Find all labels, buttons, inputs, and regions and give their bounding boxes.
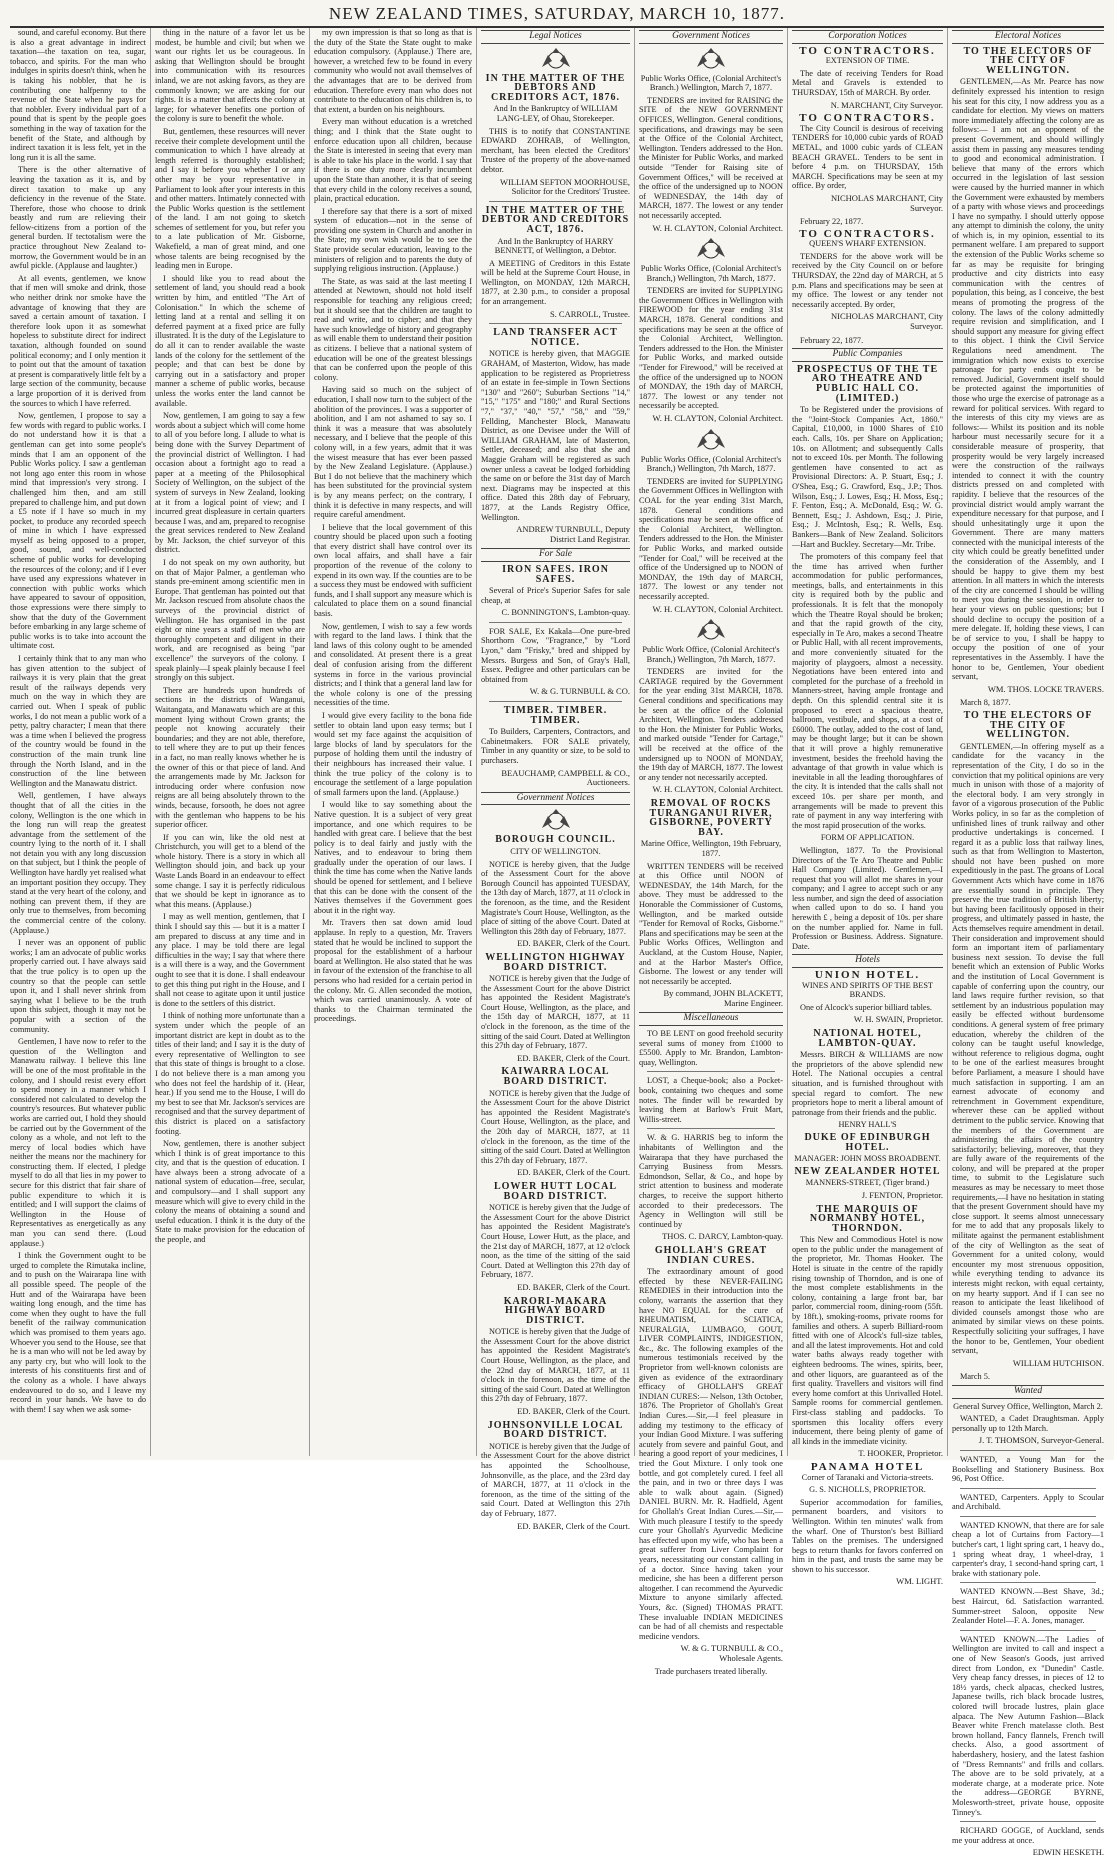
contractors-title: TO CONTRACTORS.: [799, 227, 936, 240]
divider: [489, 201, 622, 202]
wanted-ad: RICHARD GOGGE, of Auckland, sends me your address at once.: [952, 1826, 1104, 1845]
contractors-sub: EXTENSION OF TIME.: [825, 56, 910, 66]
speech-para: There are hundreds upon hundreds of sections in the districts of Wanganui, Waitangata, and Manawatu which are at this moment lying without Crown grants; the people not knowing accurately their boundaries; and they are not able, therefore, to tell where they are to put up their fences in a fact, no man really knows whether he is the owner of this or that piece of land. And the arrangements made by Mr. Jackson for introducing order where confusion now reigns are all being absolutely thrown to the winds, because, forsooth, he does not agree with the gentleman who happens to be his superior officer.: [155, 685, 305, 830]
section-heading-wanted: Wanted: [952, 1385, 1104, 1399]
tender-header: Public Work Office, (Colonial Architect's Branch,) Wellington, 7th March, 1877.: [642, 645, 780, 664]
contractors-date: February 22, 1877.: [800, 217, 864, 227]
hotel-body: This New and Commodious Hotel is now open to the public under the management of the proprietor, Mr. Thomas Hooker. The Hotel is situate in the centre of the rapidly rising township of Thorndon, and is one of the most complete establishments in the colony, containing a large front bar, bar parlor, commercial room, dining-room (55ft. by 18ft.), smoking-rooms, private rooms for families and others. A superb Billiard-room fitted with one of Alcock's full-size tables, and all the latest improvements. Hot and cold water baths always ready together with eighteen bedrooms. The wines, spirits, beer, and other liquors, are guaranteed as of the first quality. Travellers and visitors will find every home comfort at this Unrivalled Hotel. Sample rooms for commercial gentlemen. First-class stabling and paddocks. To sportsmen this locality offers every inducement, there being plenty of game of all kinds in the immediate vicinity.: [792, 1235, 943, 1446]
section-heading-electoral: Electoral Notices: [952, 30, 1104, 44]
hotel-title: UNION HOTEL.: [814, 969, 921, 982]
hotel-owner: HENRY HALL'S: [838, 1120, 897, 1130]
land-transfer-title: LAND TRANSFER ACT NOTICE.: [493, 327, 618, 348]
form-title: FORM OF APPLICATION.: [820, 833, 915, 843]
speech-para: Well, gentlemen, I have always thought that of all the cities in the colony, Wellington is the one which in the long run will reap the greatest advantage from the settlement of the country lying to the north of it. I shall not detain you with any long discussion on that subject, but I think the people of Wellington have hardly yet realised what an important position they occupy. They stand at the very heart of the colony, and nothing can prevent them, if they are only true to themselves, from becoming the commercial centre of the colony. (Applause.): [10, 791, 146, 935]
speech-para: There is the other alternative of leaving the taxation as it is, and by direct taxation to make up any deficiency in the revenue of the State. Therefore, those who choose to drink beastly and rum are relieving their fellow-citizens from a portion of the general burden. If tectotalism were the practice throughout New Zealand to-morrow, the Government would be in an awful pickle. (Applause and laughter.): [10, 165, 146, 271]
legal-title: IN THE MATTER OF THE DEBTOR AND CREDITORS ACT, 1876.: [481, 204, 630, 235]
wanted-signature: J. T. THOMSON, Surveyor-General.: [978, 1435, 1104, 1446]
notice-body: NOTICE is hereby given that the Judge of the Assessment Court for the above district has appointed the Resident Magistrate's Court House, Wellington, as the place, and the 22nd day of MARCH, 1877, at 11 o'clock in the forenoon, as the time of the sitting of the said Court. Dated at Wellington this 27th day of February, 1877.: [481, 1327, 630, 1404]
hotel-title: THE MARQUIS OF NORMANBY HOTEL, THORNDON.: [809, 1203, 926, 1234]
tender-header: Public Works Office, (Colonial Architect's Branch,) Wellington, 7th March, 1877.: [640, 454, 782, 474]
timber-body: To Builders, Carpenters, Contractors, and Cabinetmakers. FOR SALE privately, Timber in any quantity or size, to be sold to purchasers.: [481, 727, 630, 765]
wanted-header: General Survey Office, Wellington, March 2.: [953, 1401, 1103, 1411]
speech-para: Having said so much on the subject of education, I shall now turn to the subject of the abolition of the provinces. I was a supporter of abolition, and I am not ashamed to say so. I think it was a measure that was absolutely necessary, and I believe that the people of this colony will, in a few years, admit that it was the wisest measure that has ever been passed by the New Zealand Legislature. (Applause.) But I do not believe that the machinery which has been substituted for the provincial system is by any means perfect; on the contrary, I think it is defective in many respects, and will require careful amendment.: [314, 385, 472, 520]
tender-signature: W. H. CLAYTON, Colonial Architect.: [652, 222, 783, 233]
misc-ad: LOST, a Cheque-book; also a Pocket-book, containing two cheques and some notes. The finder will be rewarded by leaving them at Barlow's Fruit Mart, Willis-street.: [639, 1076, 783, 1124]
land-transfer-body: NOTICE is hereby given, that MAGGIE GRAHAM, of Masterton, Widow, has made application to be registered as Proprietress of an estate in fee-simple in Town Sections "130" and "260"; Suburban Sections "14," "15," "175" and "180;" and Rural Sections "7," "37," "40," "57," "58," and "59," Fellding, Manchester Block, Manawatu District, as one Devisee under the Will of WILLIAM GRAHAM, late of Masterton, Settler, deceased; and also that she and Maggie Graham will be registered as such owner unless a caveat be lodged forbidding the same on or before the 31st day of March next. Diagrams may be inspected at this office. Dated this 28th day of February, 1877, at the Lands Registry Office, Wellington.: [481, 349, 630, 522]
speech-para: I never was an opponent of public works; I am an advocate of public works properly carried out. I have always said that the true policy is to open up the country so that the people can settle upon it, and I shall never shrink from saying what I believe to be the truth upon this subject, though it may not be popular with a section of the community.: [10, 938, 146, 1034]
section-heading-miscellaneous: Miscellaneous: [639, 1012, 783, 1026]
contractors-body: TENDERS for the above work will be received by the City Council on or before THURSDAY, the 22nd day of MARCH, at 5 p.m. Plans and specifications may be seen at my office. The lowest or any tender not necessarily accepted. By order,: [792, 251, 943, 309]
notice-signature: ED. BAKER, Clerk of the Court.: [517, 1520, 630, 1531]
notice-title: LOWER HUTT LOCAL BOARD DISTRICT.: [493, 1180, 618, 1202]
removal-body: WRITTEN TENDERS will be received at this Office until NOON of WEDNESDAY, the 14th March, for the above. They must be addressed to the Honorable the Commissioner of Customs, Wellington, and be marked outside "Tender for Removal of Rocks, Gisborne." Plans and specifications may be seen at the Public Works Offices, Wellington and Auckland, at the Custom House, Napier, and at the Harbor Master's Office, Gisborne. The lowest or any tender will not necessarily be accepted.: [639, 861, 783, 986]
contractors-signature: NICHOLAS MARCHANT, City Surveyor.: [830, 192, 943, 213]
speech-para: my own impression is that so long as that is the duty of the State the State ought to make education compulsory. (Applause.) There are, however, a wretched few to be found in every community who would not avail themselves of the advantages that are to be derived from education. Therefore every man who does not contribute to the education of his children is, to that extent, a burden on his neighbours.: [314, 28, 472, 114]
notice-title: KARORI-MAKARA HIGHWAY BOARD DISTRICT.: [503, 1295, 608, 1326]
divider: [489, 323, 622, 324]
legal-body: A MEETING of Creditors in this Estate will be held at the Supreme Court House, in Wellington, on MONDAY, 12th MARCH, 1877, at 2.30 p.m., to consider a proposal for an arrangement.: [481, 258, 630, 307]
tender-body: TENDERS are invited for RAISING the SITE of the NEW GOVERNMENT OFFICES, Wellington. General conditions, specifications, and drawings may be seen at the Office of the Colonial Architect, Wellington. Tenders addressed to the Hon. the Minister for Public Works, and marked outside "Tender for Raising site of Government Offices," will be received at the office of the undersigned up to NOON of WEDNESDAY, the 14th day of MARCH, 1877. The lowest or any tender not necessarily accepted.: [639, 95, 783, 220]
prospectus-body: To be Registered under the provisions of the "Joint-Stock Companies Act, 1860." Capital, £10,000, in 1000 Shares of £10 each. Calls, 10s. per Share on Application; 10s. on Allotment; and subsequently Calls not to exceed 10s. per Month. The following gentlemen have consented to act as Provisional Directors: A. P. Stuart, Esq.; J. O'Shea, Esq.; G. Crawford, Esq., J.P.; Thos. Wilson, Esq.; J. Lowes, Esq.; H. Moss, Esq.; F. Fenton, Esq.; A. McDonald, Esq.; W. G. Bennett, Esq.; J. Ashdown, Esq.; J. Pirie, Esq.; J. McIntosh, Esq.; R. Wells, Esq. Bankers—Bank of New Zealand. Solicitors—Hart and Buckley. Secretary—Mr. Tribe.: [792, 405, 943, 549]
tender-signature: W. H. CLAYTON, Colonial Architect.: [652, 784, 783, 795]
royal-crest-icon: [693, 47, 729, 71]
notice-signature: ED. BAKER, Clerk of the Court.: [517, 1281, 630, 1292]
royal-crest-icon: [538, 47, 574, 71]
section-heading-government: Government Notices: [639, 30, 783, 44]
prospectus-title: PROSPECTUS OF THE TE ARO THEATRE AND PUBLIC HALL CO. (LIMITED.): [796, 363, 939, 404]
notice-body: NOTICE is hereby given that the Judge of the Assessment Court for the above District has appointed the Resident Magistrate's Court House, Wellington, as the place, and the 20th day of MARCH, 1877, at 11 o'clock in the forenoon, as the time of the sitting of the said Court. Dated at Wellington this 27th day of February, 1877.: [481, 1088, 630, 1165]
contractors-body: The City Council is desirous of receiving TENDERS for 10,000 cubic yards of ROAD METAL, and 1000 cubic yards of CLEAN BEACH GRAVEL. Tenders to be sent in before 4 p.m. on THURSDAY, 15th MARCH. Specifications may be seen at my office. By order,: [792, 123, 943, 191]
column-5-notices: [635, 28, 788, 1677]
electoral-body: GENTLEMEN,—In offering myself as a candidate for the vacancy in the representation of the City, I do so in the conviction that my political opinions are very much in unison with those of a majority of the electoral body. I am very strongly in favor of a vigorous prosecution of the Public Works policy, in so far as the completion of unfinished lines of trunk railway and other productive undertakings is concerned. I regard it as a public loss that railway lines, such as that from Wellington to Masterton, should not have been pushed on more expeditiously in the past. The groans of Local Government Acts which have come in 1876 are essentially sound in principle. They preserve the true tradition of British liberty; but having been facilitously opposed in their progress, and ultimately passed in haste, the Acts themselves require amendment in detail. Their consideration and improvement should form an important item of parliamentary business next session. To devise the full benefit which an extension of Public Works and the institution of Local Government is capable of conferring upon the country, our land laws require further revision, so that settlement by an industrious population may easily be effected without burdensome conditions. A general system of free primary education, whereby the children of the colony can be taught useful knowledge, without reference to religious dogma, ought to be one of the earliest measures brought before Parliament, a measure I should have much satisfaction in supporting. I am an earnest advocate of economy and retrenchment in Government expenditure, wherever these can be applied without detriment to the public service. Knowing that the members of the Government are administering the affairs of the country satisfactorily; believing, moreover, that they are fully aware of the requirements of the colony, and will be prepared at the proper time, to submit to the Legislature such measures as may be necessary to meet those requirements,—I have no hesitation in stating that the present Government should have my close support. It seems almost unnecessary for me to add that any proposals likely to militate against the permanent establishment of the city of Wellington as the seat of Government for a united colony, would encounter my most strenuous opposition, while everything tending to advance its interests might reckon, with equal certainty, on my hearty support. And if I can see no reason to anticipate the least likelihood of divided counsels amongst those who are animated by similar views on these points. Respectfully soliciting your suffrages, I have the honor to be, Gentlemen, Your obedient servant,: [952, 741, 1104, 1356]
notice-title: WELLINGTON HIGHWAY BOARD DISTRICT.: [485, 951, 626, 973]
notice-signature: ED. BAKER, Clerk of the Court.: [517, 1406, 630, 1417]
misc-ad: TO BE LENT on good freehold security several sums of money from £1000 to £5500. Apply to Mr. Brandon, Lambton-quay, Wellington.: [639, 1029, 783, 1067]
speech-para: I would like to say something about the Native question. It is a subject of very great importance, and one which requires to be handled with great care. I believe that the best policy is to deal fairly and justly with the Natives, and to endeavour to bring them gradually under the operation of our laws. I think the time has come when the Native lands should be opened for settlement, and I believe that this can be done with the consent of the Natives themselves if the Government goes about it in the right way.: [314, 800, 472, 915]
speech-para: I should like you to read about the settlement of land, you should read a book written by him, and entitled "The Art of Colonisation." In which the scheme of letting land at a rental and selling it on deferred payment at a fixed price are fully illustrated. It is the duty of the Legislature to do all it can to render available the waste lands of the colony for the settlement of the people; and that can best be done by carrying out in a satisfactory and proper manner a scheme of public works, because unless the works enter the land cannot be available.: [155, 273, 305, 408]
column-2-speech: [151, 28, 310, 1456]
legal-signature: S. CARROLL, Trustee.: [549, 308, 630, 319]
speech-para: sound, and careful economy. But there is also a great advantage in indirect taxation—the taxation on tea, sugar, tobacco, and spirits. For the man who indulges in spirits doesn't think, when he is taking his nobbler, that he is contributing one halfpenny to the revenue of the State when he pays for that nobbler. Every individual part of a pound that is spent by the people goes something in the way of taxation for the benefit of the State, and although by indirect taxation it is less felt, yet in the long run it is all the same.: [10, 28, 146, 162]
timber-title: TIMBER. TIMBER. TIMBER.: [503, 705, 608, 726]
tender-signature: W. H. CLAYTON, Colonial Architect.: [652, 413, 783, 423]
tender-signature: W. H. CLAYTON, Colonial Architect.: [652, 603, 783, 614]
notice-body: NOTICE is hereby given that the Judge of the Assessment Court for the above district has appointed the Schoolhouse, Johnsonville, as the place, and the 23rd day of MARCH, 1877, at 11 o'clock in the forenoon, as the time of the sitting of the said Court. Dated at Wellington this 27th day of February, 1877.: [481, 1441, 630, 1518]
cow-sale-body: FOR SALE, Ex Kakala—One pure-bred Shorthorn Cow, "Fragrance," by "Lord Lyon," dam "Frisky," bred and shipped by Messrs. Burgess and Son, of Gray's Hall, Essex. Pedigree and other particulars can be obtained from: [481, 626, 630, 684]
contractors-title: TO CONTRACTORS.: [799, 44, 936, 57]
removal-signature: By command, JOHN BLACKETT, Marine Engineer.: [663, 988, 783, 1008]
section-heading-government: Government Notices: [481, 792, 630, 806]
speech-para: I may as well mention, gentlemen, that I think I should say this — but it is a matter I am prepared to discuss at any time and in any place. I may be told there are legal difficulties in the way; I say that where there is a will there is a way, and the Government ought to see that it is done. I shall endeavour to get this thing put right in the House, and I shall not cease to agitate upon it until justice is done to the settlers of this district.: [155, 912, 305, 1008]
divider: [960, 1488, 1096, 1489]
divider: [960, 1450, 1096, 1451]
section-heading-for-sale: For Sale: [481, 548, 630, 562]
royal-crest-icon: [693, 237, 729, 261]
hotel-signature: WM. LIGHT.: [896, 1576, 943, 1587]
ghollah-signature: W. & G. TURNBULL & CO., Wholesale Agents.: [680, 1643, 783, 1663]
form-body: Wellington, 1877. To the Provisional Directors of the Te Aro Theatre and Public Hall Company (Limited). Gentlemen,—I request that you will allot me shares in your company; and I agree to accept such or any less number, and sign the deed of association when called upon to do so. I hand you herewith £ , being a deposit of 10s. per share on the number applied for. Name in full. Profession or Business. Address. Signature. Date.: [792, 845, 943, 951]
notice-title: BOROUGH COUNCIL.: [495, 834, 616, 846]
speech-para: thing in the nature of a favor let us be modest, be humble and civil; but when we want our rights let us be courageous. In asking that Wellington should be brought into communication with its resources inland, we are not asking favors, as they are commonly known; we are asking for our rights. It is a matter that affects the colony at large; for whatever benefits one portion of the colony is sure to benefit the whole.: [155, 28, 305, 124]
wanted-ad: WANTED KNOWN.—Best Shave, 3d.; best Haircut, 6d. Satisfaction warranted. Summer-street Saloon, opposite New Zealander Hotel—F. A. Jones, manager.: [952, 1587, 1104, 1626]
ghollah-body: The extraordinary amount of good effected by these NEVER-FAILING REMEDIES in their introduction into the colony, warrants the assertion that they have NO EQUAL for the cure of RHEUMATISM, SCIATICA, NEURALGIA, LUMBAGO, GOUT, LIVER COMPLAINTS, INDIGESTION, &c., &c. The following examples of the numerous testimonials received by the Proprietor from well-known colonists are given as evidence of the extraordinary efficacy of GHOLLAH'S GREAT INDIAN CURES:— Nelson, 13th October, 1876. The Proprietor of Ghollah's Great Indian Cures.—Sir,—I feel pleasure in adding my testimony to the efficacy of your Indian Good Mixture. I was suffering acutely from severe and painful Gout, and hearing a good report of your medicines, I tried the Gout Mixture. I only took one bottle, and got completely cured. I feel all the pain, and in two or three days I was able to walk about again. (Signed) DANIEL BURN. Mr. R. Hadfield, Agent for Ghollah's Great Indian Cures.—Sir,—With much pleasure I testify to the speedy cure your Ghollah's Ayurvedic Medicine has effected upon my wife, who has been a great sufferer from Liver Complaint for years, necessitating our constant calling in of a doctor. Since having taken your medicine, she has been a different person altogether. I can recommend the Ayurvedic Mixture to anyone similarly affected. Yours, &c. (Signed) THOMAS PRATT. These invaluable INDIAN MEDICINES can be had of all chemists and respectable medicine vendors.: [639, 1267, 783, 1641]
safes-signature: C. BONNINGTON'S, Lambton-quay.: [501, 607, 630, 618]
column-4-notices: [477, 28, 635, 1531]
wanted-ad: WANTED, Carpenters. Apply to Scoular and Archibald.: [952, 1492, 1104, 1512]
speech-para: Now, gentlemen, I wish to say a few words with regard to the land laws. I think that the land laws of this colony ought to be amended and consolidated. At present there is a great deal of confusion arising from the different systems in force in the various provincial districts; and I think that a general land law for the whole colony is one of the pressing necessities of the time.: [314, 621, 472, 708]
cow-sale-signature: W. & G. TURNBULL & CO.: [529, 686, 630, 697]
speech-para: Now, gentlemen, there is another subject which I think is of great importance to this city, and that is the question of education. I have always been a strong advocate of a national system of education—free, secular, and compulsory—and I shall support any measure which will give to every child in the colony the means of obtaining a sound and useful education. I think it is the duty of the State to make provision for the education of the people, and: [155, 1139, 305, 1245]
legal-signature: WILLIAM SEFTON MOORHOUSE, Solicitor for the Creditors' Trustee.: [500, 176, 630, 197]
ghollah-title: GHOLLAH'S GREAT INDIAN CURES.: [654, 1244, 768, 1266]
wanted-ad: WANTED KNOWN.—The Ladies of Wellington are invited to call and inspect a one of New Season's Goods, just arrived direct from London, ex "Dunedin" Castle. Very cheap fancy dresses, in pieces of 12 to 18½ yards, check alpacas, checked lustres, Japanese twills, rich black brocade lustres, colored twill brocade lustres, plain glace alpaca. The New Autumn Fashion—Black Beaver white French matelasse cloth. Best brown holland, Fancy flannels, French twill checks. Also, a good assortment of haberdashery, hosiery, and the latest fashion of "Dress Remnants" and frills and collars. The above are to be sold privately, at a moderate charge, at a moderate price. Note the address—GEORGE BYRNE, Molesworth-street, private house, opposite Tinney's.: [952, 1634, 1104, 1817]
divider: [960, 1516, 1096, 1517]
electoral-date: March 5.: [960, 1372, 990, 1382]
speech-para: I believe that the local government of this country should be placed upon such a footing that every district shall have control over its own local affairs, and shall have a fair proportion of the revenue of the colony to expend in its own way. If the counties are to be a success they must be endowed with sufficient funds, and I shall support any measure which is calculated to place them on a sound financial basis.: [314, 522, 472, 619]
column-3-speech: [310, 28, 477, 1456]
notice-sub: CITY OF WELLINGTON.: [510, 846, 601, 856]
hotel-signature: T. HOOKER, Proprietor.: [858, 1448, 943, 1459]
hotel-body: One of Alcock's superior billiard tables.: [800, 1002, 932, 1012]
legal-sub: And In the Bankruptcy of WILLIAM LANG-LEY, of Ohau, Storekeeper.: [493, 104, 618, 123]
safes-title: IRON SAFES. IRON SAFES.: [502, 563, 609, 585]
electoral-date: March 8, 1877.: [960, 698, 1011, 708]
hotel-signature: W. H. SWAIN, Proprietor.: [853, 1014, 943, 1025]
removal-header: Marine Office, Wellington, 19th February, 1877.: [640, 839, 782, 858]
legal-body: THIS is to notify that CONSTANTINE EDWARD ZOHRAB, of Wellington, merchant, has been elected the Creditors' Trustee of the property of the above-named debtor.: [481, 126, 630, 174]
contractors-date: February 22, 1877.: [800, 335, 864, 345]
hotel-body: Superior accommodation for families, permanent boarders, and visitors to Wellington. Within ten minutes' walk from the wharf. One of Thurston's best Billiard Tables on the premises. The undersigned begs to return thanks for favors conferred on him in the past, and trusts the same may be shown to his successor.: [792, 1497, 943, 1574]
legal-title: IN THE MATTER OF THE DEBTORS AND CREDITORS ACT, 1876.: [485, 72, 626, 103]
timber-signature: BEAUCHAMP, CAMPBELL & CO., Auctioneers.: [501, 767, 630, 788]
notice-body: NOTICE is hereby given that the Judge of the Assessment Court for the above District has appointed the Resident Magistrate's Court House, Wellington, as the place, and the 15th day of MARCH, 1877, at 11 o'clock in the forenoon, as the time of the sitting of the said Court. Dated at Wellington this 27th day of February, 1877.: [481, 974, 630, 1051]
notice-body: NOTICE is hereby given that the Judge of the Assessment Court for the above District has appointed the Resident Magistrate's Court House, Lower Hutt, as the place, and the 21st day of MARCH, 1877, at 12 o'clock noon, as the time of the sitting of the said Court. Dated at Wellington this 27th day of February, 1877.: [481, 1203, 630, 1280]
speech-para: Every man without education is a wretched thing; and I think that the State ought to enforce education upon all children, because the State is interested in seeing that every man is able to take his place in the world. I say that if there is one duty more clearly incumbent upon the State than another, it is that of seeing that every child in the colony receives a sound, plain, practical education.: [314, 117, 472, 204]
notice-signature: ED. BAKER, Clerk of the Court.: [517, 1052, 630, 1063]
ghollah-note: Trade purchasers treated liberally.: [654, 1667, 768, 1677]
speech-para: I would give every facility to the bona fide settler to obtain land upon easy terms; but I would set my face against the acquisition of large blocks of land by speculators for the purpose of holding them until the industry of their neighbours has increased their value. I think the true policy of the colony is to encourage the settlement of a large population of small farmers upon the land. (Applause.): [314, 710, 472, 797]
tender-header: Public Works Office, (Colonial Architect's Branch,) Wellington, 7th March, 1877.: [640, 264, 782, 283]
contractors-body: The date of receiving Tenders for Road Metal and Gravels is extended to THURSDAY, 15th of MARCH. By order.: [792, 68, 943, 97]
speech-para: I do not speak on my own authority, but on that of Major Palmer, a gentleman who stands pre-eminent among scientific men in Europe. That gentleman has pointed out that Mr. Jackson rescued from absolute chaos the surveys of the provincial district of Wellington. He has organised in the past eight or nine years a staff of men who are thoroughly competent and diligent in their work, and are recognised as being "par excellence" the surveyors of the colony. I speak plainly—I speak plainly because I feel strongly on this subject.: [155, 558, 305, 683]
section-heading-corporation: Corporation Notices: [792, 30, 943, 44]
safes-body: Several of Price's Superior Safes for sale cheap, at: [481, 586, 630, 605]
royal-crest-icon: [538, 808, 574, 832]
section-heading-hotels: Hotels: [792, 954, 943, 968]
notice-signature: ED. BAKER, Clerk of the Court.: [517, 1167, 630, 1178]
masthead: NEW ZEALAND TIMES, SATURDAY, MARCH 10, 1877.: [10, 4, 1104, 28]
wanted-ad: WANTED, a Young Man for the Bookselling and Stationery Business. Box 96, Post Office.: [952, 1454, 1104, 1484]
contractors-signature: NICHOLAS MARCHANT, City Surveyor.: [830, 311, 943, 332]
speech-para: But, gentlemen, these resources will never receive their complete development until the communication to which I have already at length referred is thoroughly established; and I say it before you whether I or any other may be your representative in Parliament to look after your interests in this and other matters. Intimately connected with the Public Works question is the settlement of the land. I am not going to sketch schemes of settlement for you, but refer you to a late publication of Mr. Gisborne, Wakefield, a man of great mind, and one whose talents are being recognised by the leading men in Europe.: [155, 126, 305, 271]
land-transfer-signature: ANDREW TURNBULL, Deputy District Land Registrar.: [516, 524, 630, 544]
divider: [960, 1630, 1096, 1631]
hotel-sub: Corner of Taranaki and Victoria-streets.: [801, 1472, 934, 1482]
speech-para: Now, gentlemen, I propose to say a few words with regard to public works. I do not understand how it is that a gentleman can get into some people's minds that I am an opponent of the Public Works policy. I saw a gentleman not long ago enter this room in whose mind that impression's very strong. I challenged him then, and am still prepared to challenge him, and put down a £5 note if I have so much in my pocket, to produce any recorded speech of mine in which I have expressed myself as being opposed to a proper, good, sound, and well-conducted scheme of public works for developing the resources of the colony; and if I ever have used any expressions whatever in connection with public works which have appeared to savour of opposition, those expressions were there simply to show that the duty of the Government before embarking in any large scheme of public works is to take into account the ultimate cost.: [10, 411, 146, 651]
speech-para: Gentlemen, I have now to refer to the question of the Wellington and Manawatu railway. I believe this line will be one of the most profitable in the colony, and I should resist every effort to spend money in a manner which I considered not calculated to develop the country's resources. But whatever public works are carried out, I hold they should be carried out by the Government of the colony as a whole, and not left to the mercy of local bodies which have neither the means nor the machinery for constructing them. If elected, I pledge myself to do all that lies in my power to secure for this district that fair share of public expenditure to which it is entitled; and I will support the claims of Wellington in the House of Representatives as energetically as any man you can send there. (Loud applause.): [10, 1037, 146, 1248]
speech-para: I certainly think that to any man who has given attention to the subject of railways it is very plain that the great result of the railways depends very much on the way in which they are carried out. When I speak of public works, I do not mean a public work of a petty, paltry character; I mean that there was a time when I believed the progress of the country would be found in the construction of the main trunk line through the North Island, and in the construction of the line between Wellington and the Manawatu district.: [10, 654, 146, 788]
divider: [489, 622, 622, 623]
section-heading-legal: Legal Notices: [481, 30, 630, 44]
electoral-title: TO THE ELECTORS OF THE CITY OF WELLINGTON.: [963, 45, 1093, 76]
speech-para: Now, gentlemen, I am going to say a few words about a subject which will come home to all of you before long. I allude to what is being done with the Survey Department of the provincial district of Wellington. I had occasion about a fortnight ago to read a paper at a meeting of the Philosophical Society of Wellington, on the subject of the system of surveys in New Zealand, looking at it from a logical point of view; and I incurred great displeasure in certain quarters because I was, and am, prepared to recognise the great services rendered to New Zealand by Mr. Jackson, the chief surveyor of this district.: [155, 411, 306, 555]
misc-signature: THOS. C. DARCY, Lambton-quay.: [662, 1231, 783, 1242]
wanted-ad: WANTED KNOWN, that there are for sale cheap a lot of Curtains from Factory—1 butcher's cart, 1 light spring cart, 1 heavy do., 1 spring wheat dray, 1 wheel-dray, 1 carpenter's dray, 1 second-hand spring cart, 1 brake with stationary pole.: [952, 1520, 1104, 1578]
tender-body: TENDERS are invited for SUPPLYING the Government Offices in Wellington with COAL for the year ending 31st March, 1878. General conditions and specifications may be seen at the office of the Colonial Architect, Wellington. Tenders addressed to the Hon. the Minister for Public Works, and marked outside "Tender for Coal," will be received at the office of the Undersigned up to NOON of MONDAY, the 19th day of MARCH, 1877. The lowest or any tender not necessarily accepted.: [639, 476, 783, 601]
speech-para: Mr. Travers then sat down amid loud applause. In reply to a question, Mr. Travers stated that he would be inclined to support the proposal for the establishment of a harbour board at Wellington. He also stated that he was in favour of the extension of the franchise to all persons who had resided for a certain period in the colony. Mr. G. Allen seconded the motion, which was carried unanimously. A vote of thanks to the Chairman terminated the proceedings.: [314, 918, 472, 1024]
columns: [6, 28, 1110, 1858]
divider: [960, 1582, 1096, 1583]
divider: [647, 1128, 775, 1129]
hotel-sub: WINES AND SPIRITS OF THE BEST BRANDS.: [802, 980, 933, 1000]
speech-para: The State, as was said at the last meeting I attended at Newtown, should not hold itself responsible for teaching any religious creed; but it should see that the children are taught to read and write, and to cipher; and that they have such knowledge of history and geography as will enable them to understand their position as citizens. I believe that a national system of education will be one of the greatest blessings that can be conferred upon the people of this colony.: [314, 276, 472, 382]
section-heading-public-companies: Public Companies: [792, 348, 943, 362]
royal-crest-icon: [693, 428, 729, 452]
tender-header: Public Works Office, (Colonial Architect's Branch.) Wellington, March 7, 1877.: [640, 73, 782, 93]
tender-body: TENDERS are invited for SUPPLYING the Government Offices in Wellington with FIREWOOD for the year ending 31st MARCH, 1878. General conditions and specifications may be seen at the office of the Colonial Architect, Wellington. Tenders addressed to the Hon. the Minister for Public Works, and marked outside "Tender for Firewood," will be received at the office of the undersigned up to NOON of MONDAY, the 19th day of MARCH, 1877. The lowest or any tender not necessarily be accepted.: [639, 286, 783, 411]
speech-para: I think of nothing more unfortunate than a system under which the people of an important district are kept in doubt as to the titles of their land; and I say it is the duty of every representative of Wellington to see that this state of things is brought to a close. I do not believe there is a man among you who does not feel the hardship of it. (Hear, hear.) If you send me to the House, I will do my best to see that Mr. Jackson's services are recognised and that the survey department of this district is placed on a satisfactory footing.: [155, 1011, 305, 1136]
hotel-body: Messrs. BIRCH & WILLIAMS are now the proprietors of the above splendid new Hotel. The National occupies a central situation, and is furnished throughout with special regard to comfort. The new proprietors hope to merit a liberal amount of patronage from their friends and the public.: [792, 1050, 943, 1117]
speech-para: I think the Government ought to be urged to complete the Rimutaka incline, and to push on the Wairarapa line with all possible speed. The people of the Hutt and of the Wairarapa have been waiting long enough, and the time has come when they ought to have the full benefit of the railway communication which was promised to them years ago. Whoever you send to the House, see that he is a man who will not be led away by any party cry, but who will look to the interests of his constituents first and of the colony as a whole. I have always endeavoured to do so, and I leave my record in your hands. We have to do with them! I say when we ask some-: [10, 1251, 146, 1414]
hotel-title: DUKE OF EDINBURGH HOTEL.: [804, 1131, 931, 1153]
royal-crest-icon: [693, 618, 729, 642]
notice-title: KAIWARRA LOCAL BOARD DISTRICT.: [501, 1066, 610, 1088]
electoral-signature: WM. THOS. LOCKE TRAVERS.: [987, 683, 1104, 694]
notice-title: JOHNSONVILLE LOCAL BOARD DISTRICT.: [487, 1419, 624, 1441]
hotel-signature: G. S. NICHOLLS, PROPRIETOR.: [809, 1485, 926, 1495]
tender-body: TENDERS are invited for the CARTAGE required by the Government for the year ending 31st MARCH, 1878. General conditions and specifications may be seen at the office of the Colonial Architect, Wellington. Tenders addressed to the Hon. the Minister for Public Works, and marked outside "Tender for Cartage," will be received at the office of the undersigned up to NOON of MONDAY, the 19th day of MARCH, 1877. The lowest or any tender not necessarily accepted.: [639, 667, 783, 782]
column-7-notices: [948, 28, 1108, 1858]
prospectus-body: The promoters of this company feel that the time has arrived when further accommodation for public performances, meetings, balls, and entertainments in this city is required both by the public and professionals. It is felt that the monopoly which the Theatre Royal should be broken; and that the rapid growth of the city, especially in Te Aro, makes a second Theatre or Public Hall, with all recent improvements, and more conveniently situated for the majority of playgoers, almost a necessity. Negotiations have been entered into and completed for the purchase of a freehold in Manners-street, having ample frontage and depth. On this splendid central site it is proposed to erect a spacious theatre, ballroom, vestibule, and shops, at a cost of £6000. The outlay, added to the cost of land, may be thought large; but it can be shown that it will prove a highly remunerative investment, besides the freehold having the advantage of that growth in value which is inevitable in all the leading thoroughfares of the city. It is intended that the calls shall not exceed 10s. per share per month, and arrangements will be made to prevent this rate of payment in any way interfering with the most rapid prosecution of the works.: [792, 552, 943, 830]
hotel-sub: MANAGER: JOHN MOSS BROADBENT.: [794, 1154, 941, 1164]
speech-para: At all events, gentlemen, we know that if men will smoke and drink, those who neither drink nor smoke have the advantage of knowing that they are saved a certain amount of taxation. I therefore look upon it as somewhat hopeless to substitute direct for indirect taxation, although founded on sound political economy; and I only mention it to point out that the amount of taxation at present is comparatively little felt by a large section of the community, because a large proportion of it is derived from the sources to which I have referred.: [10, 273, 146, 408]
hotel-title: NEW ZEALANDER HOTEL: [794, 1165, 941, 1177]
electoral-signature: WILLIAM HUTCHISON.: [1012, 1357, 1104, 1368]
divider: [960, 1821, 1096, 1822]
column-6-notices: [788, 28, 948, 1587]
electoral-body: GENTLEMEN,—As Mr. Pearce has now definitely expressed his intention to resign his seat for this city, I now address you as a candidate for election. My views on matters more immediately affecting the colony are as follows:— I am not an opponent of the present Government, and should willingly assist them in passing any measures tending to good and economical administration. I believe that many of the errors which occurred in the legislation of last session were caused by the hurried manner in which the Government were exhausted by members of a party with whose views and proceedings I have no sympathy. I should utterly oppose any attempt to diminish the colony, the unity of which is, in my opinion, essential to its permanent welfare. I am prepared to support the extension of the Public Works scheme so far as may be requisite for bringing productive and city districts into easy communication with the centres of population, this being, as I conceive, the best means of promoting the progress of the colony. The laws of the colony admittedly require revision and simplification, and I should support any measure for giving effect to this object. I think the Civil Service Regulations need amendment. The immigration which now exists to exercise patronage for party ends ought to be removed. Judicial, Government itself should be protected against the importunities of those who urge the exercise of patronage as a reward for political services. With regard to the interests of this city my views are as follows:— Whilst its position and its noble harbour must necessarily secure for it a considerable measure of prosperity, that prosperity would be very largely increased were the construction of the railways intended to connect it with the country districts pressed on and completed with rapidity. I believe that the resources of the provincial district would amply warrant the expenditure necessary for that purpose, and I should unhesitatingly urge it upon the Government. There are many matters connected with the municipal interests of the city which could be greatly benefitted under the consideration of the Assembly, and I should be happy to give them my best attention. In all matters in which the interests of the city are concerned I should be willing to meet you during the session, in order to hear your views on public questions; but I should decline to occupy the position of a mere delegate. If, holding these views, I can be of service to you, I shall be happy to occupy the position of one of your representatives in the Assembly. I have the honor to be, Gentlemen, Your obedient servant,: [952, 77, 1104, 682]
hotel-signature: J. FENTON, Proprietor.: [861, 1189, 943, 1200]
speech-para: I therefore say that there is a sort of mixed system of education—not in the sense of providing one system in Church and another in the State; my own wish would be to see the State provide secular education, leaving to the ministers of religion and to parents the duty of supplying religious instruction. (Applause.): [314, 206, 472, 274]
column-1-speech: [6, 28, 151, 1456]
contractors-signature: N. MARCHANT, City Surveyor.: [830, 99, 943, 110]
misc-ad: W. & G. HARRIS beg to inform the inhabitants of Wellington and the Wairarapa that they have purchased the Carrying Business from Messrs. Edmondson, Sellar, & Co., and hope by strict attention to business and moderate charges, to receive the support hitherto accorded to their predecessors. The Agency in Wellington will still be continued by: [639, 1133, 783, 1229]
removal-title: REMOVAL OF ROCKS TURANGANUI RIVER, GISBORNE, POVERTY BAY.: [649, 798, 773, 838]
wanted-ad: WANTED, a Cadet Draughtsman. Apply personally up to 12th March.: [952, 1414, 1104, 1433]
hotel-title: PANAMA HOTEL: [810, 1460, 925, 1473]
electoral-title: TO THE ELECTORS OF THE CITY OF WELLINGTON.: [963, 709, 1093, 741]
contractors-sub: QUEEN'S WHARF EXTENSION.: [809, 239, 926, 249]
notice-signature: ED. BAKER, Clerk of the Court.: [517, 938, 630, 949]
divider: [647, 1071, 775, 1072]
notice-body: NOTICE is hereby given, that the Judge of the Assessment Court for the above Borough Council has appointed TUESDAY, the 13th day of March, 1877, at 11 o'clock in the forenoon, as the time, and the Resident Magistrate's Court House, Wellington, as the place of sitting of the above Court. Dated at Wellington this 28th day of February, 1877.: [481, 859, 630, 936]
hotel-sub: MANNERS-STREET, (Tiger brand.): [805, 1178, 930, 1188]
wanted-signature: EDWIN HESKETH.: [1032, 1847, 1104, 1858]
divider: [489, 701, 622, 702]
contractors-title: TO CONTRACTORS.: [799, 112, 936, 125]
speech-para: If you can win, like the old nest at Christchurch, you will get to a blend of the whole history. There is a story in which all Wellington should join, and back up your Waste Lands Board in an endeavour to effect some change. I say it is perfectly ridiculous that we should be kept in ignorance as to what this means. (Applause.): [155, 832, 305, 909]
hotel-title: NATIONAL HOTEL, LAMBTON-QUAY.: [813, 1028, 922, 1049]
legal-sub: And In the Bankruptcy of HARRY BENNETT, of Wellington, a Debtor.: [494, 236, 617, 256]
